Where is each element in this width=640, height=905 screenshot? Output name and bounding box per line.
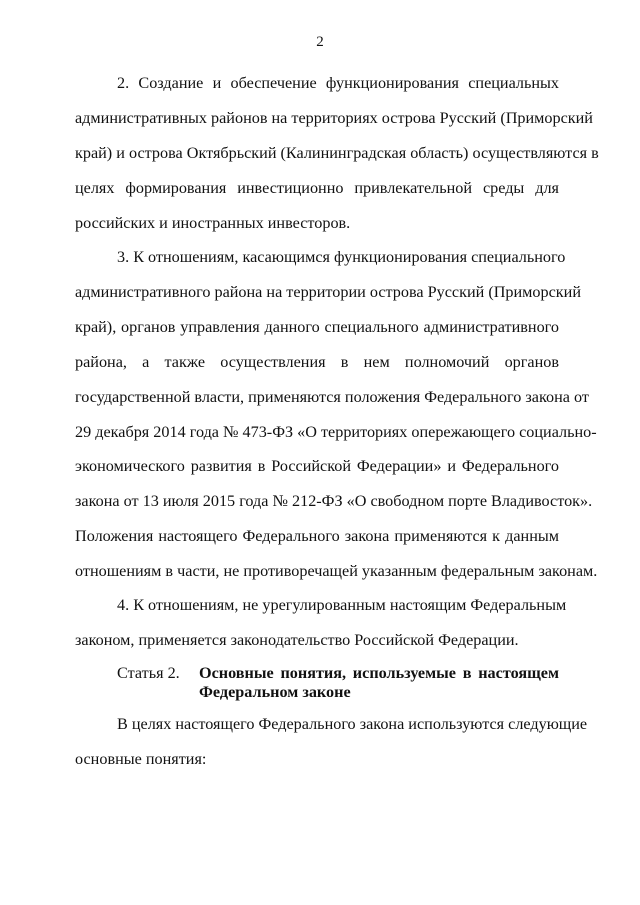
text-line: В целях настоящего Федерального закона используются следующие <box>117 715 588 733</box>
article-title-line: Основные понятия, используемые в настоящем <box>199 664 559 682</box>
text-line: административного района на территории острова Русский (Приморский <box>75 283 581 301</box>
text-line: законом, применяется законодательство Российской Федерации. <box>75 631 519 649</box>
article-number: Статья 2. <box>117 664 180 682</box>
text-line: 2. Создание и обеспечение функционирования специальных <box>117 74 559 92</box>
text-line: край), органов управления данного специального административного <box>75 318 559 336</box>
text-line: закона от 13 июля 2015 года № 212-ФЗ «О свободном порте Владивосток». <box>75 492 593 510</box>
text-line: целях формирования инвестиционно привлекательной среды для <box>75 179 559 197</box>
text-line: основные понятия: <box>75 750 207 768</box>
text-line: 4. К отношениям, не урегулированным настоящим Федеральным <box>117 596 567 614</box>
text-line: 29 декабря 2014 года № 473-ФЗ «О территориях опережающего социально- <box>75 423 597 441</box>
article-title-line: Федеральном законе <box>199 683 351 701</box>
text-line: отношениям в части, не противоречащей указанным федеральным законам. <box>75 562 598 580</box>
text-line: край) и острова Октябрьский (Калининградская область) осуществляются в <box>75 144 599 162</box>
text-line: российских и иностранных инвесторов. <box>75 214 351 232</box>
text-line: района, а также осуществления в нем полномочий органов <box>75 353 559 371</box>
text-line: Положения настоящего Федерального закона применяются к данным <box>75 527 559 545</box>
text-line: экономического развития в Российской Федерации» и Федерального <box>75 457 559 475</box>
text-line: государственной власти, применяются положения Федерального закона от <box>75 388 589 406</box>
page-number: 2 <box>316 34 324 50</box>
text-line: 3. К отношениям, касающимся функционирования специального <box>117 248 566 266</box>
text-line: административных районов на территориях острова Русский (Приморский <box>75 109 593 127</box>
